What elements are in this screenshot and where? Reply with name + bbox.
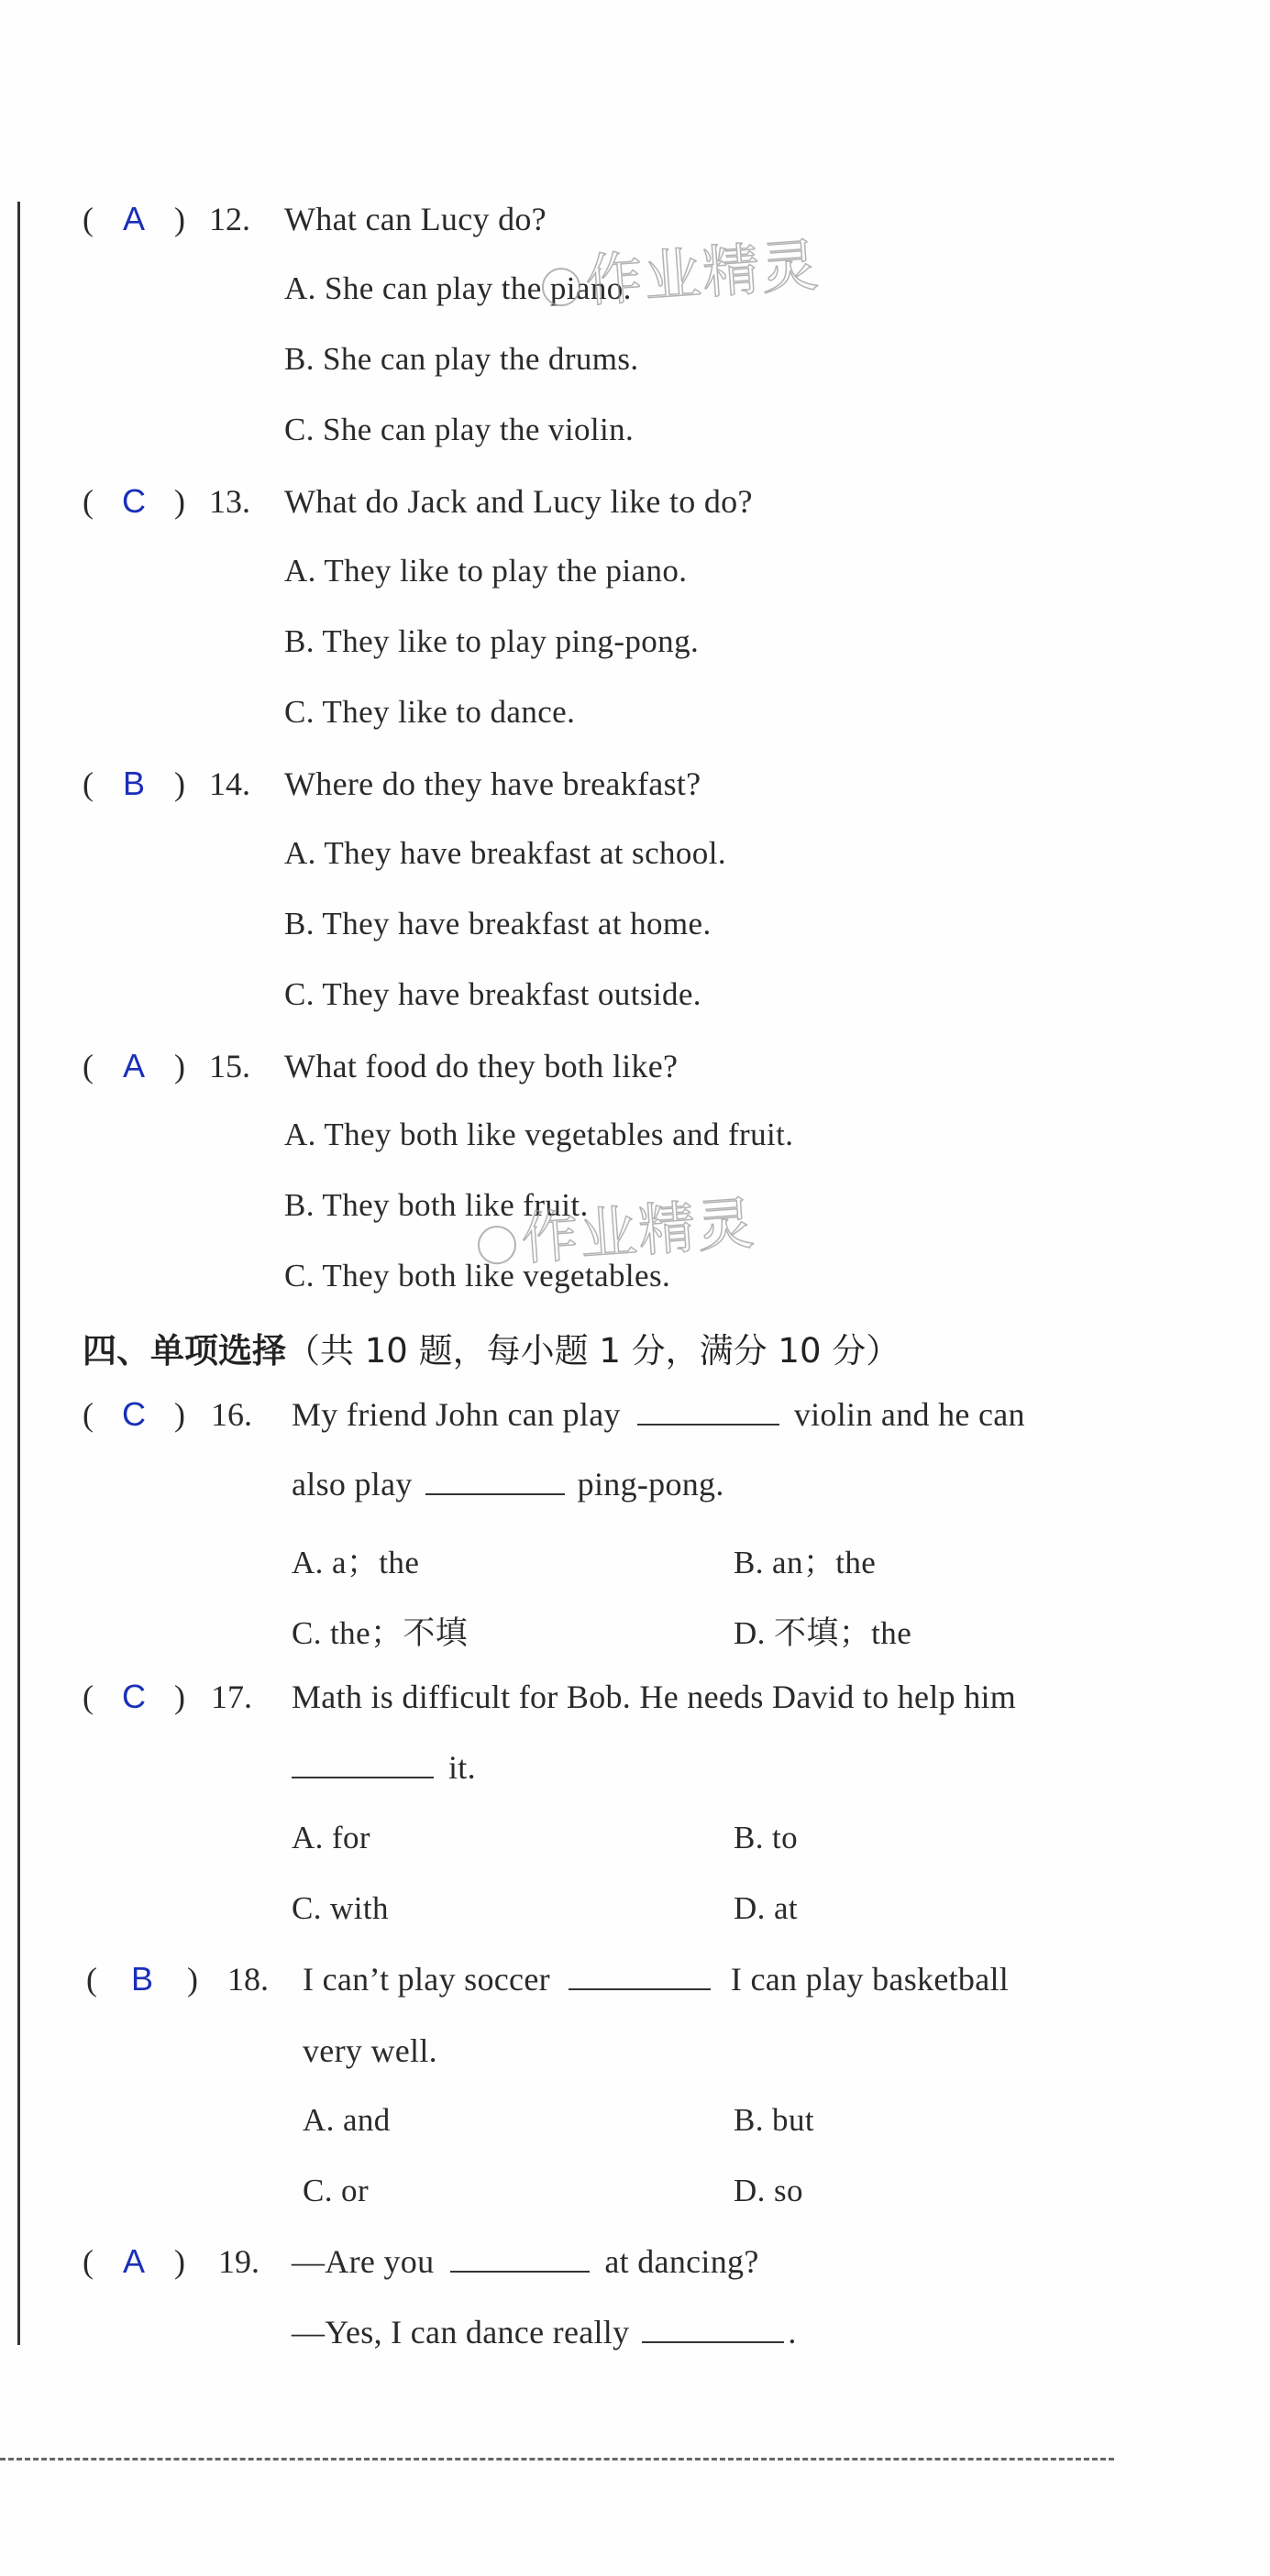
option-b: B. She can play the drums. xyxy=(284,341,639,377)
watermark-logo-icon xyxy=(477,1225,518,1266)
option-c: C. They both like vegetables. xyxy=(284,1258,671,1294)
option-b: B. They both like fruit. xyxy=(284,1187,589,1223)
section-heading xyxy=(83,1323,900,1372)
page-divider xyxy=(0,2458,1114,2460)
section-title: 四、单项选择 xyxy=(83,1331,286,1371)
option-a: A. and xyxy=(303,2102,391,2138)
watermark-logo-icon xyxy=(541,267,582,308)
answer-letter: B xyxy=(122,765,145,802)
answer-letter: B xyxy=(130,1960,153,1998)
section-note: （共 10 题，每小题 1 分，满分 10 分） xyxy=(286,1331,900,1371)
question-number: 12. xyxy=(209,201,250,237)
option-d: D. so xyxy=(734,2173,803,2208)
answer-letter: A xyxy=(122,1047,145,1084)
option-b: B. They like to play ping-pong. xyxy=(284,623,700,659)
question-line-2: it. xyxy=(292,1748,476,1787)
option-c: C. with xyxy=(292,1890,389,1926)
question-number: 18. xyxy=(227,1961,269,1998)
option-a: A. a；the xyxy=(292,1545,420,1580)
option-b: B. but xyxy=(734,2102,814,2138)
option-c: C. They have breakfast outside. xyxy=(284,976,701,1012)
question-text: Where do they have breakfast? xyxy=(284,765,701,802)
answer-letter: C xyxy=(122,1678,146,1715)
question-number: 16. xyxy=(211,1396,252,1433)
question-line-2: also play ping-pong. xyxy=(292,1466,724,1503)
answer-blank xyxy=(637,1423,779,1426)
answer-slot: ( A ) xyxy=(83,2242,185,2280)
answer-blank xyxy=(569,1987,711,1990)
question-line-1: Math is difficult for Bob. He needs David to help him xyxy=(292,1679,1017,1715)
answer-letter: A xyxy=(122,2242,145,2280)
question-number: 15. xyxy=(209,1048,250,1084)
answer-slot: ( B ) xyxy=(86,1960,198,1998)
answer-blank xyxy=(425,1492,565,1495)
answer-slot: ( C ) xyxy=(83,1678,185,1715)
watermark: 作业精灵 xyxy=(538,220,822,321)
question-number: 14. xyxy=(209,765,250,802)
option-c: C. She can play the violin. xyxy=(284,412,635,447)
option-b: B. to xyxy=(734,1820,799,1855)
question-line-1: I can’t play soccer I can play basketball xyxy=(303,1961,1010,1998)
margin-rule xyxy=(17,202,20,2345)
answer-blank xyxy=(292,1776,434,1778)
answer-slot: ( C ) xyxy=(83,1395,185,1433)
option-a: A. They both like vegetables and fruit. xyxy=(284,1117,794,1152)
answer-blank xyxy=(450,2270,590,2273)
answer-letter: C xyxy=(122,1395,146,1433)
option-a: A. for xyxy=(292,1820,370,1855)
answer-slot: ( A ) xyxy=(83,200,185,237)
answer-letter: C xyxy=(122,482,146,520)
watermark: 作业精灵 xyxy=(474,1178,757,1279)
option-d: D. 不填；the xyxy=(734,1615,912,1651)
option-b: B. They have breakfast at home. xyxy=(284,906,712,941)
option-d: D. at xyxy=(734,1890,799,1926)
question-line-1: My friend John can play violin and he can xyxy=(292,1396,1025,1433)
option-a: A. They have breakfast at school. xyxy=(284,835,726,871)
answer-blank xyxy=(642,2340,784,2343)
question-line-2: very well. xyxy=(303,2032,437,2069)
answer-letter: A xyxy=(122,200,145,237)
question-text: What do Jack and Lucy like to do? xyxy=(284,483,753,520)
answer-slot: ( C ) xyxy=(83,482,185,520)
question-number: 19. xyxy=(218,2243,260,2280)
option-b: B. an；the xyxy=(734,1545,877,1580)
question-text: What food do they both like? xyxy=(284,1048,679,1084)
option-a: A. She can play the piano. xyxy=(284,270,632,306)
answer-slot: ( B ) xyxy=(83,765,185,802)
answer-slot: ( A ) xyxy=(83,1047,185,1084)
option-c: C. or xyxy=(303,2173,369,2208)
question-text: What can Lucy do? xyxy=(284,201,547,237)
option-c: C. They like to dance. xyxy=(284,694,576,730)
question-line-1: —Are you at dancing? xyxy=(292,2243,759,2280)
option-a: A. They like to play the piano. xyxy=(284,553,688,589)
question-line-2: —Yes, I can dance really . xyxy=(292,2314,797,2350)
option-c: C. the；不填 xyxy=(292,1615,469,1651)
question-number: 13. xyxy=(209,483,250,520)
question-number: 17. xyxy=(211,1679,252,1715)
